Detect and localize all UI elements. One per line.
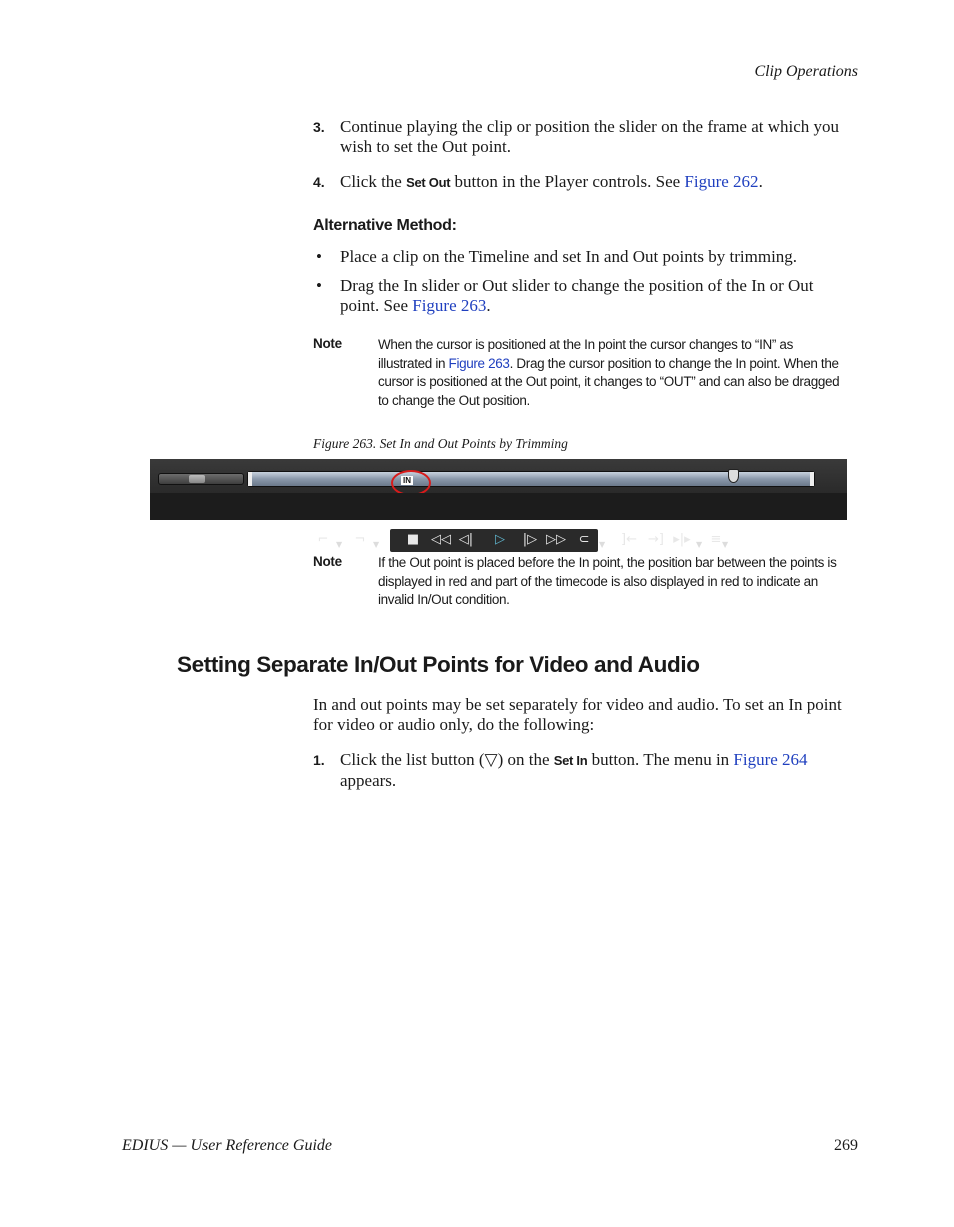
- step-number: 1.: [313, 752, 325, 768]
- section-title: Setting Separate In/Out Points for Video and Audio: [177, 652, 700, 677]
- fast-forward-icon[interactable]: ▷▷: [546, 532, 566, 547]
- alternative-method-heading: Alternative Method:: [313, 217, 457, 234]
- note-text-pre: When the cursor is positioned at the In point the cursor changes to “IN” as illustrated in: [378, 337, 793, 371]
- set-out-icon[interactable]: ¬: [354, 532, 366, 547]
- set-out-label: Set Out: [406, 175, 451, 190]
- step-forward-icon[interactable]: |▷: [522, 532, 538, 547]
- running-header: Clip Operations: [754, 63, 858, 80]
- set-in-label: Set In: [553, 753, 588, 768]
- more-icon[interactable]: ≡: [710, 532, 722, 547]
- loop-icon[interactable]: ⊂: [578, 532, 590, 547]
- step-text-mid: button in the Player controls. See: [450, 172, 685, 191]
- overwrite-to-timeline-icon[interactable]: →]: [648, 532, 664, 547]
- chevron-down-icon[interactable]: ▼: [373, 540, 380, 549]
- insert-to-timeline-icon[interactable]: ]←: [621, 532, 637, 547]
- note-text-post: . Drag the cursor position to change the In point. When the cursor is positioned at the Out point, it changes to “OUT” and can also be dragged to change the Out position.: [378, 355, 840, 408]
- step-text-post: .: [758, 172, 763, 191]
- figure-263-link[interactable]: Figure 263: [412, 296, 487, 315]
- track-start-cap: [248, 472, 252, 486]
- out-slider-marker[interactable]: [728, 469, 739, 483]
- intro-paragraph: In and out points may be set separately for video and audio. To set an In point for video or audio only, do the following:: [313, 695, 842, 734]
- step-text: Continue playing the clip or position the slider on the frame at which you wish to set the Out point.: [340, 117, 840, 156]
- chevron-down-icon[interactable]: ▼: [696, 540, 703, 549]
- step-text-mid: button. The menu in: [587, 750, 734, 769]
- chevron-down-icon[interactable]: ▼: [722, 540, 729, 549]
- step-text: [340, 750, 855, 791]
- figure-caption: Figure 263. Set In and Out Points by Trimming: [313, 436, 568, 451]
- note-label: Note: [313, 554, 342, 569]
- ripple-icon[interactable]: ▸|▸: [673, 532, 691, 547]
- note-label: Note: [313, 336, 342, 351]
- footer-title: EDIUS — User Reference Guide: [122, 1137, 333, 1154]
- page-number: 269: [834, 1137, 858, 1154]
- in-slider-marker[interactable]: IN: [403, 476, 411, 485]
- step-text-pre: Click the list button (▽) on the: [340, 750, 554, 769]
- bullet-text-post: .: [486, 296, 491, 315]
- set-in-icon[interactable]: ⌐: [317, 532, 329, 547]
- shuttle-thumb[interactable]: [189, 475, 205, 483]
- step-text: [340, 172, 860, 193]
- step-number: 4.: [313, 174, 325, 190]
- bullet-text: [340, 276, 855, 316]
- rewind-icon[interactable]: ◁◁: [431, 532, 451, 547]
- play-icon[interactable]: ▷: [495, 532, 505, 547]
- figure-264-link[interactable]: Figure 264: [733, 750, 808, 769]
- chevron-down-icon[interactable]: ▼: [599, 540, 606, 549]
- bullet-symbol: •: [316, 276, 322, 295]
- figure-262-link[interactable]: Figure 262: [684, 172, 759, 191]
- step-number: 3.: [313, 119, 325, 135]
- player-controls-figure: [150, 459, 847, 549]
- player-timeline-area: [150, 459, 847, 493]
- stop-icon[interactable]: ■: [406, 532, 420, 547]
- shuttle-slider[interactable]: [158, 473, 244, 485]
- step-back-icon[interactable]: ◁|: [458, 532, 474, 547]
- note-text: [378, 336, 848, 410]
- bullet-symbol: •: [316, 247, 322, 266]
- step-text-pre: Click the: [340, 172, 407, 191]
- note-text: If the Out point is placed before the In point, the position bar between the points is displayed in red and part of the timecode is also displayed in red to indicate an invalid In/Out condition.: [378, 555, 837, 607]
- chevron-down-icon[interactable]: ▼: [336, 540, 343, 549]
- bullet-text: Place a clip on the Timeline and set In and Out points by trimming.: [340, 247, 798, 266]
- player-button-bar: [150, 493, 847, 549]
- track-end-cap: [810, 472, 814, 486]
- figure-263-link[interactable]: Figure 263: [448, 355, 510, 371]
- step-text-post: appears.: [340, 771, 397, 790]
- bullet-text-pre: Drag the In slider or Out slider to change the position of the In or Out point. See: [340, 276, 814, 315]
